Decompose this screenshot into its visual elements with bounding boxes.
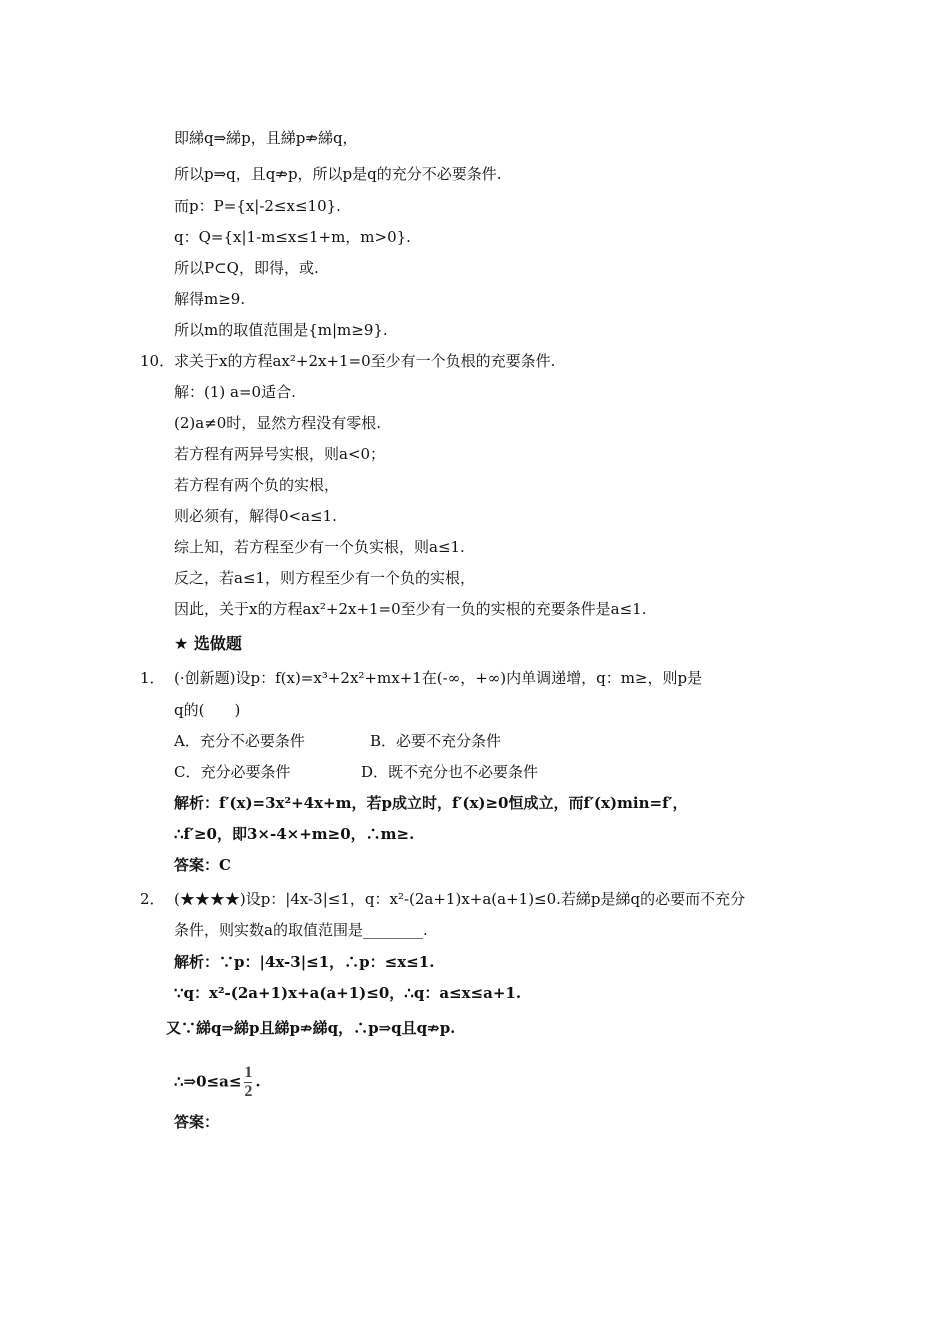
text-line: 而p：P={x|-2≤x≤10}. xyxy=(174,197,341,215)
solution-line: 又∵綈q⇒綈p且綈p⇏綈q，∴p⇒q且q⇏p. xyxy=(166,1019,456,1037)
solution-line: 解析：∵p：|4x-3|≤1，∴p：≤x≤1. xyxy=(174,953,435,971)
question-number: 1． xyxy=(140,669,165,687)
solution-line: 解：(1) a=0适合. xyxy=(174,383,296,401)
question-number: 10． xyxy=(140,352,175,370)
question-stem: 求关于x的方程ax²+2x+1=0至少有一个负根的充要条件. xyxy=(174,352,556,370)
solution-line: 则必须有，解得0<a≤1. xyxy=(174,507,337,525)
question-stem: 条件，则实数a的取值范围是________. xyxy=(174,921,428,939)
solution-text: ∴⇒0≤a≤ xyxy=(174,1072,242,1091)
solution-line: (2)a≠0时，显然方程没有零根. xyxy=(174,414,382,432)
section-title: ★ 选做题 xyxy=(174,634,242,653)
answer-line: 答案：C xyxy=(174,856,231,874)
solution-line: ∵q：x²-(2a+1)x+a(a+1)≤0，∴q：a≤x≤a+1. xyxy=(174,984,522,1002)
option-c: C．充分必要条件 xyxy=(174,763,291,781)
solution-text: . xyxy=(255,1072,261,1091)
solution-line xyxy=(174,1064,261,1101)
solution-line: 因此，关于x的方程ax²+2x+1=0至少有一负的实根的充要条件是a≤1. xyxy=(174,600,647,618)
fraction-denominator: 2 xyxy=(244,1083,253,1100)
question-stem: q的( ) xyxy=(174,701,241,719)
solution-line: 综上知，若方程至少有一个负实根，则a≤1. xyxy=(174,538,465,556)
solution-line: ∴f′≥0，即3×-4×+m≥0，∴m≥. xyxy=(174,825,415,843)
question-number: 2． xyxy=(140,890,165,908)
option-d: D．既不充分也不必要条件 xyxy=(361,763,539,781)
text-line: 所以m的取值范围是{m|m≥9}. xyxy=(174,321,388,339)
question-stem: (·创新题)设p：f(x)=x³+2x²+mx+1在(-∞，+∞)内单调递增，q：m≥，则p是 xyxy=(174,669,703,687)
fraction xyxy=(244,1064,252,1101)
text-line: 所以p⇒q，且q⇏p，所以p是q的充分不必要条件. xyxy=(174,165,502,183)
fraction-numerator: 1 xyxy=(244,1064,253,1081)
text-line: 所以P⊂Q，即得，或. xyxy=(174,259,319,277)
answer-line: 答案： xyxy=(174,1113,220,1131)
text-line: 解得m≥9. xyxy=(174,290,246,308)
option-b: B．必要不充分条件 xyxy=(370,732,502,750)
text-line: q：Q={x|1-m≤x≤1+m，m>0}. xyxy=(174,228,411,246)
solution-line: 解析：f′(x)=3x²+4x+m，若p成立时，f′(x)≥0恒成立，而f′(x)min=f′， xyxy=(174,794,688,812)
solution-line: 若方程有两个负的实根， xyxy=(174,476,340,494)
text-line: 即綈q⇒綈p，且綈p⇏綈q， xyxy=(174,129,358,147)
option-a: A．充分不必要条件 xyxy=(174,732,305,750)
solution-line: 若方程有两异号实根，则a<0； xyxy=(174,445,386,463)
solution-line: 反之，若a≤1，则方程至少有一个负的实根， xyxy=(174,569,476,587)
question-stem: (★★★★)设p：|4x-3|≤1，q：x²-(2a+1)x+a(a+1)≤0.若綈p是綈q的必要而不充分 xyxy=(174,890,746,908)
